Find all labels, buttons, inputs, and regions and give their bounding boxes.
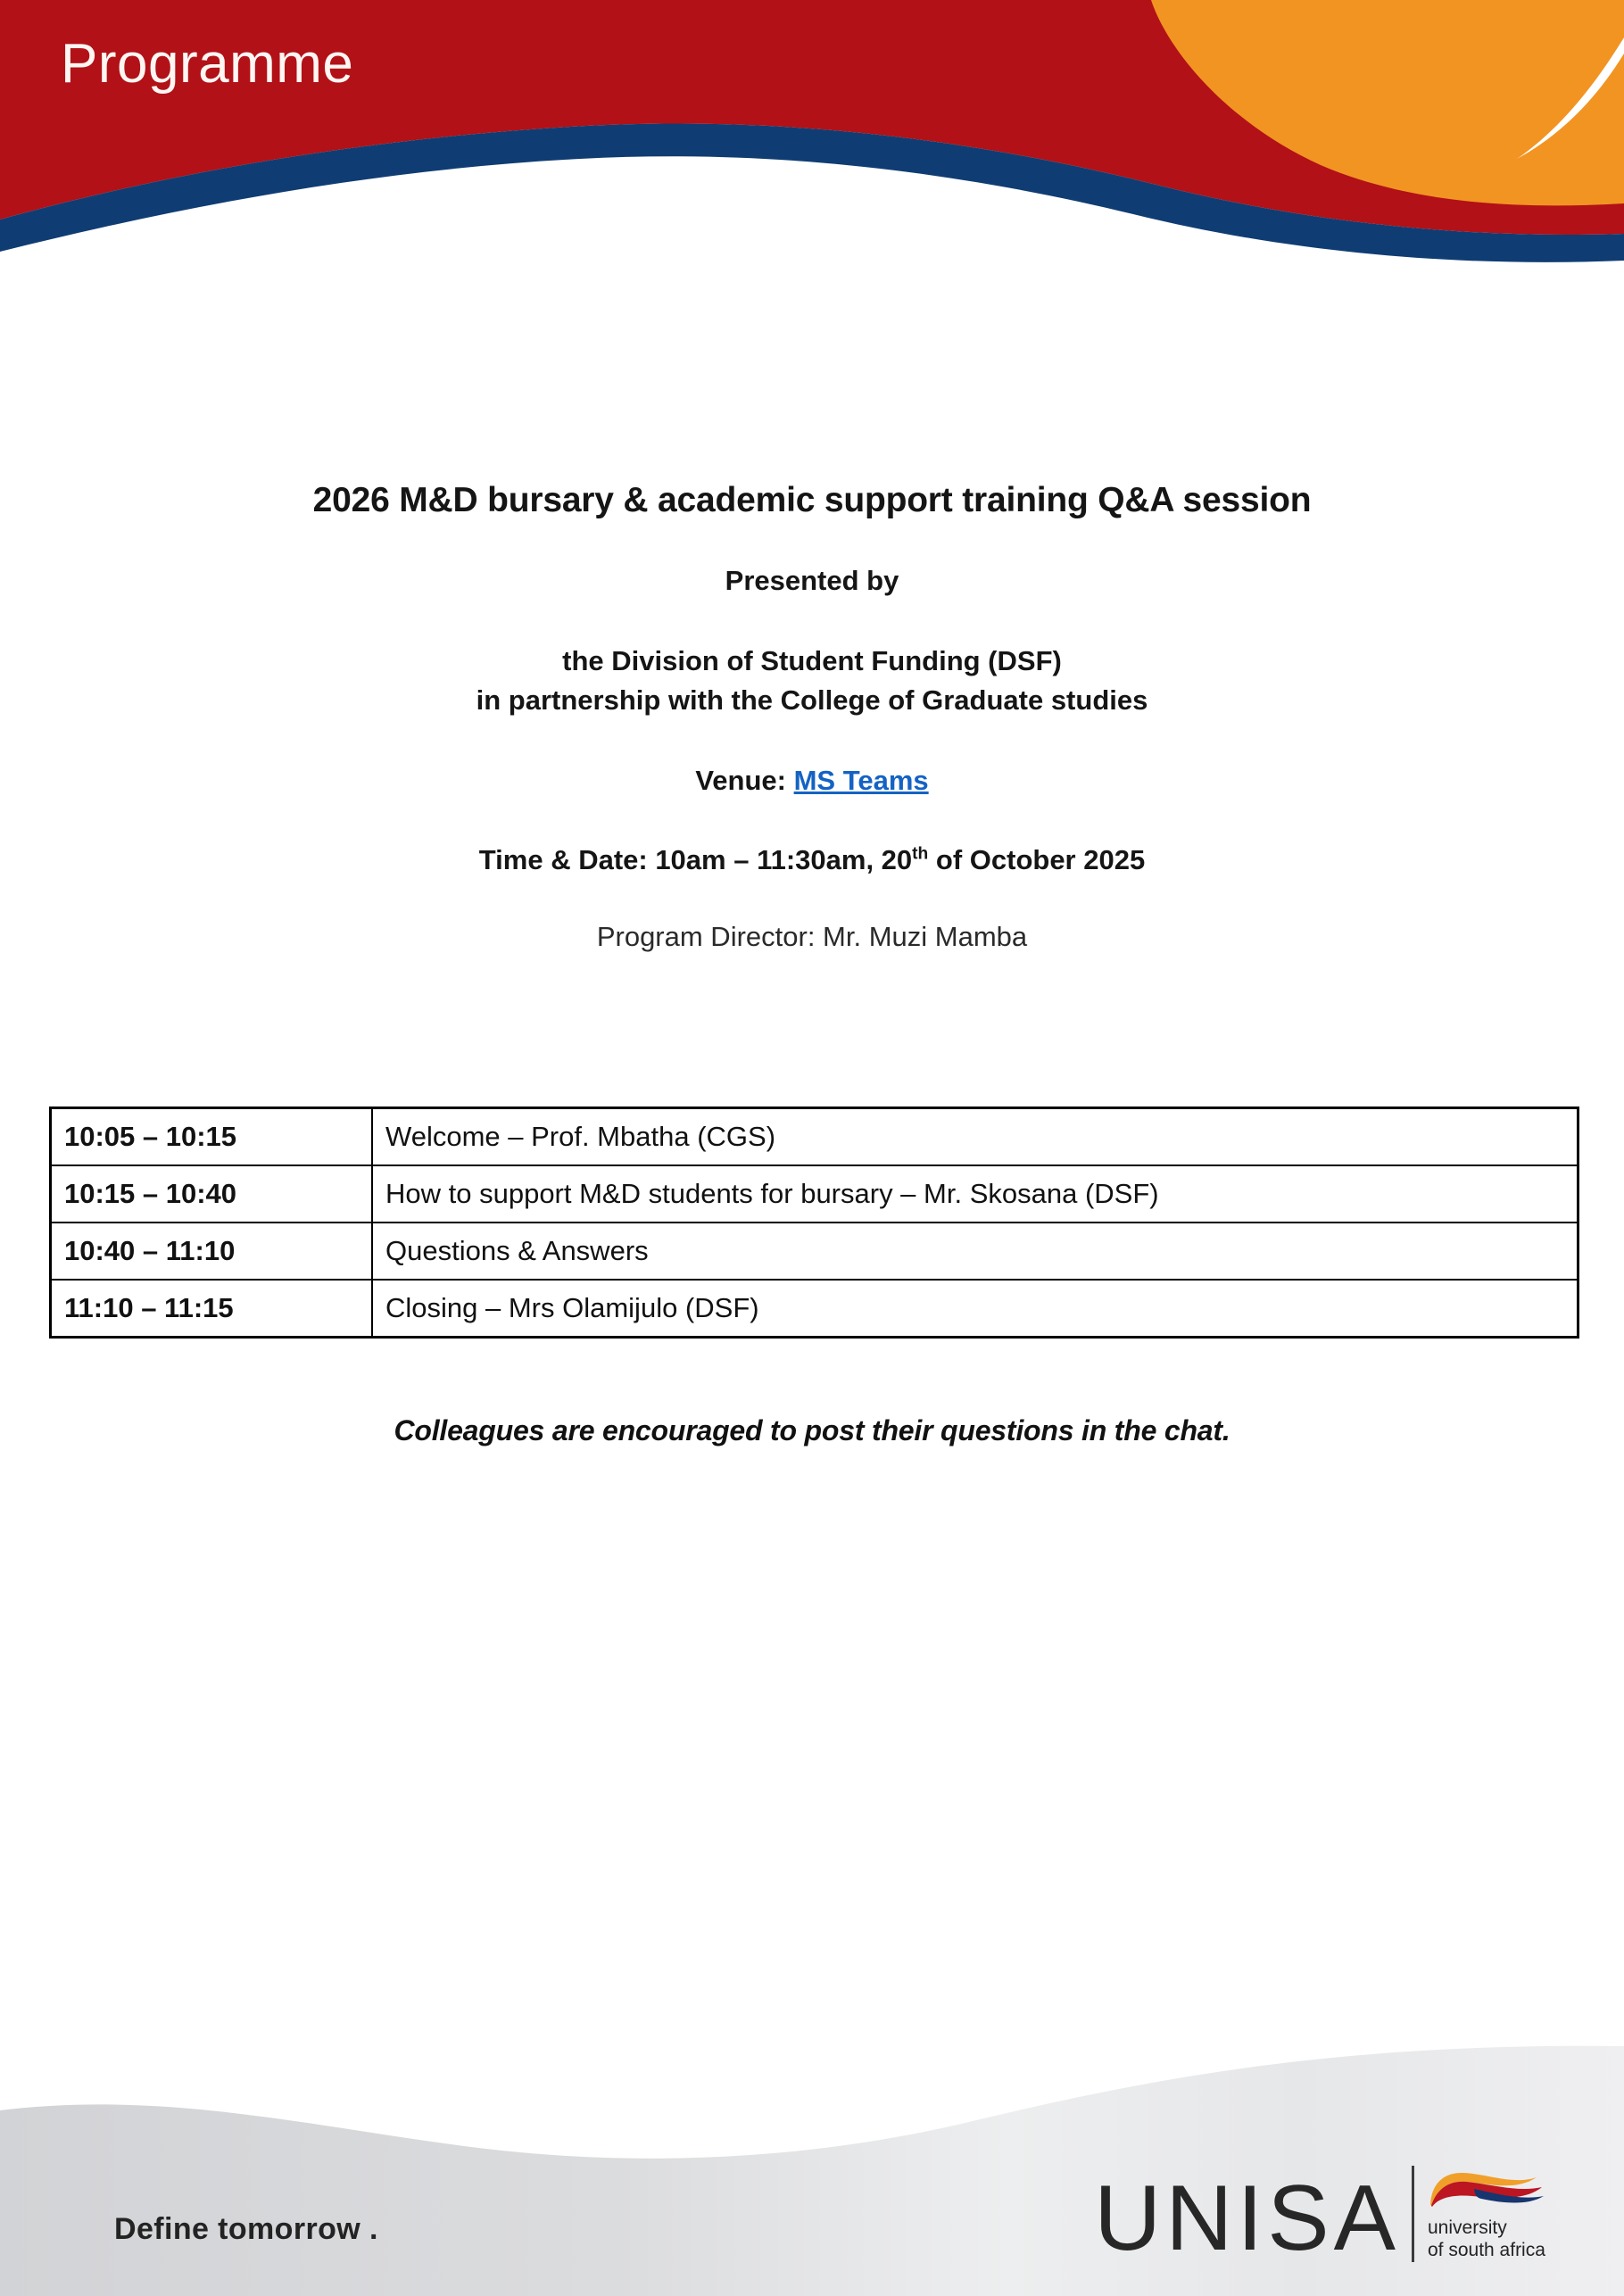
unisa-tagline-line-1: university — [1428, 2217, 1507, 2239]
header-title: Programme — [61, 33, 354, 95]
table-row — [51, 1223, 1578, 1280]
schedule-table — [49, 1107, 1579, 1339]
schedule-table-body — [51, 1107, 1578, 1337]
time-date-suffix: of October 2025 — [928, 843, 1146, 875]
organiser-block — [0, 642, 1624, 720]
schedule-table-wrapper — [0, 1107, 1624, 1339]
presented-by-label: Presented by — [725, 564, 899, 596]
table-row — [51, 1165, 1578, 1223]
program-director-line: Program Director: Mr. Muzi Mamba — [596, 920, 1028, 952]
venue-label: Venue: — [695, 764, 786, 796]
venue-link[interactable]: MS Teams — [793, 764, 929, 796]
schedule-item: How to support M&D students for bursary – Mr. Skosana (DSF) — [372, 1165, 1578, 1223]
schedule-item: Welcome – Prof. Mbatha (CGS) — [372, 1107, 1578, 1165]
chat-note: Colleagues are encouraged to post their questions in the chat. — [394, 1413, 1230, 1446]
table-row — [51, 1280, 1578, 1338]
time-date-ordinal-suffix: th — [912, 844, 929, 864]
unisa-tagline-line-2: of south africa — [1428, 2240, 1545, 2261]
schedule-time: 10:05 – 10:15 — [51, 1107, 373, 1165]
organiser-line-2: in partnership with the College of Graduate studies — [476, 684, 1148, 716]
unisa-logo — [1094, 2166, 1548, 2271]
schedule-time: 10:40 – 11:10 — [51, 1223, 373, 1280]
schedule-time: 10:15 – 10:40 — [51, 1165, 373, 1223]
schedule-time: 11:10 – 11:15 — [51, 1280, 373, 1338]
time-date-prefix: Time & Date: 10am – 11:30am, 20 — [478, 843, 913, 875]
unisa-wordmark: UNISA — [1094, 2167, 1400, 2271]
footer-tagline: Define tomorrow . — [114, 2212, 378, 2246]
table-row — [51, 1107, 1578, 1165]
unisa-logo-right — [1412, 2166, 1548, 2262]
page-title: 2026 M&D bursary & academic support training Q&A session — [312, 481, 1312, 519]
venue-line — [0, 765, 1624, 797]
document-body — [0, 268, 1624, 1447]
header-banner — [0, 0, 1624, 268]
unisa-swoosh-icon — [1428, 2169, 1548, 2210]
time-date-line — [0, 844, 1624, 876]
schedule-item: Closing – Mrs Olamijulo (DSF) — [372, 1280, 1578, 1338]
footer-banner — [0, 2028, 1624, 2296]
organiser-line-1: the Division of Student Funding (DSF) — [562, 644, 1062, 676]
unisa-logo-tagline — [1428, 2217, 1548, 2262]
schedule-item: Questions & Answers — [372, 1223, 1578, 1280]
